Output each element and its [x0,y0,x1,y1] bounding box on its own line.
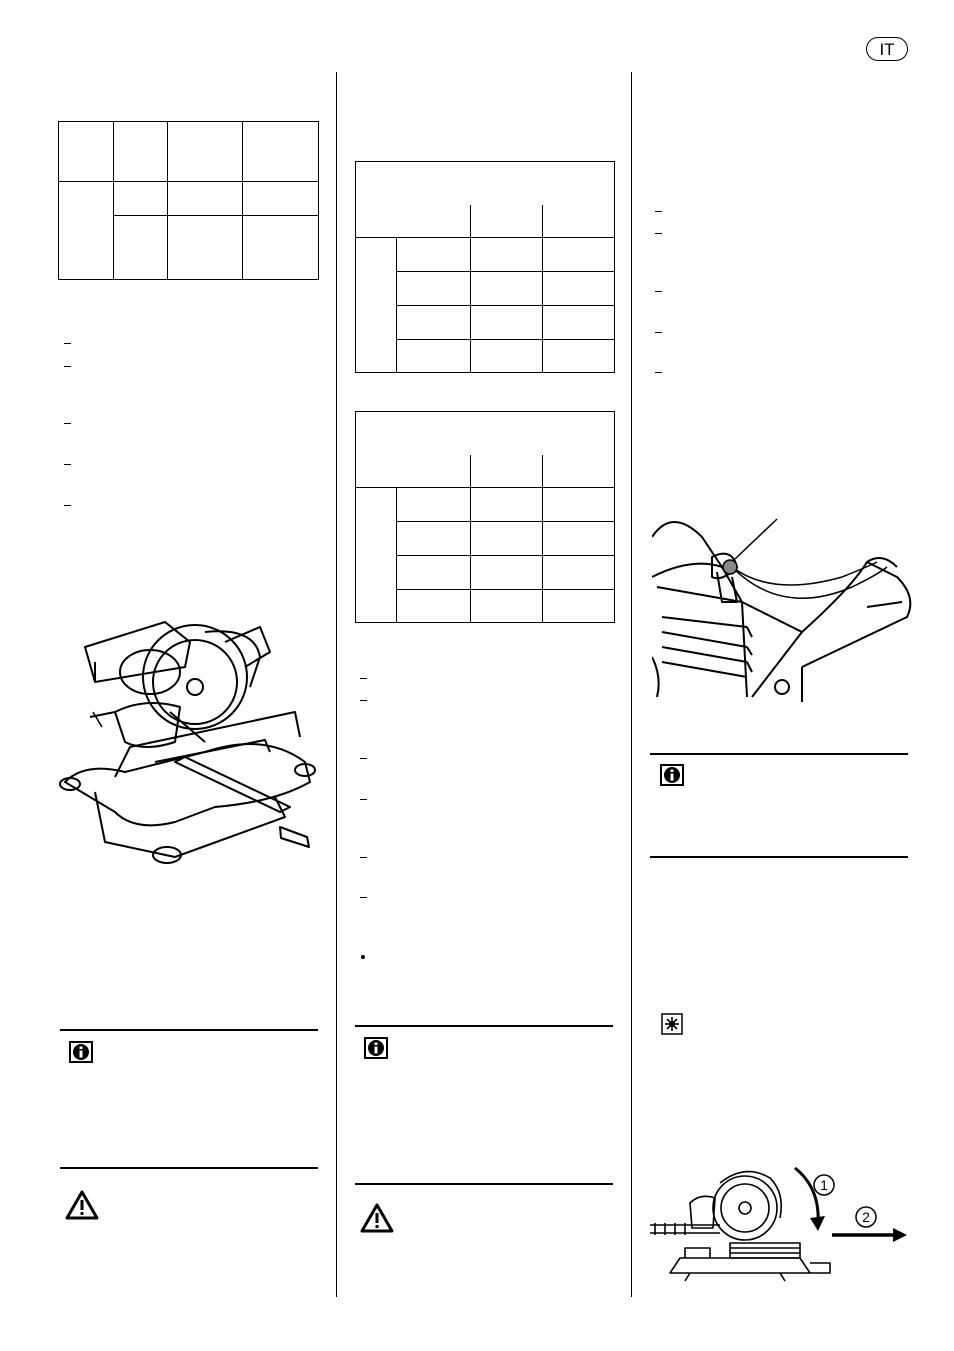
svg-text:1: 1 [820,1177,828,1193]
list-dash [360,897,367,898]
table-row [356,412,615,455]
list-dash [360,799,367,800]
table-row [356,238,615,272]
table-row [356,488,615,522]
table-row [59,122,319,182]
note-rule-top [60,1029,318,1031]
table-row [356,162,615,205]
info-icon [69,1041,93,1068]
list-dash [360,758,367,759]
list-dash [64,464,71,465]
info-icon [660,764,684,791]
list-dash [360,857,367,858]
note-rule-bottom [60,1167,318,1169]
list-dash [64,423,71,424]
note-rule-bottom [650,856,908,858]
list-dash [655,372,662,373]
note-rule-top [650,753,908,755]
note-rule-top [355,1025,613,1027]
list-dash [360,700,367,701]
warning-icon [360,1203,394,1238]
list-dash [655,211,662,212]
warning-icon [65,1190,99,1225]
list-dash [655,332,662,333]
cut-sequence-figure [650,1163,912,1285]
table-row [59,182,319,216]
list-dash [64,366,71,367]
tip-icon [661,1013,683,1040]
info-icon [364,1037,388,1064]
list-dash [64,505,71,506]
list-dash [655,233,662,234]
svg-text:2: 2 [862,1209,870,1225]
note-rule-bottom [355,1183,613,1185]
table-row [356,455,615,488]
table-3 [355,411,615,623]
cable-detail-figure [652,507,914,702]
list-dash [655,291,662,292]
language-badge: IT [866,37,908,61]
list-dash [64,343,71,344]
list-dash [360,678,367,679]
table-1 [58,121,319,280]
list-bullet [361,955,365,959]
table-row [356,205,615,238]
column-divider-right [631,72,632,1297]
table-2 [355,161,615,373]
column-divider-left [336,72,337,1297]
saw-overview-figure [55,612,317,874]
